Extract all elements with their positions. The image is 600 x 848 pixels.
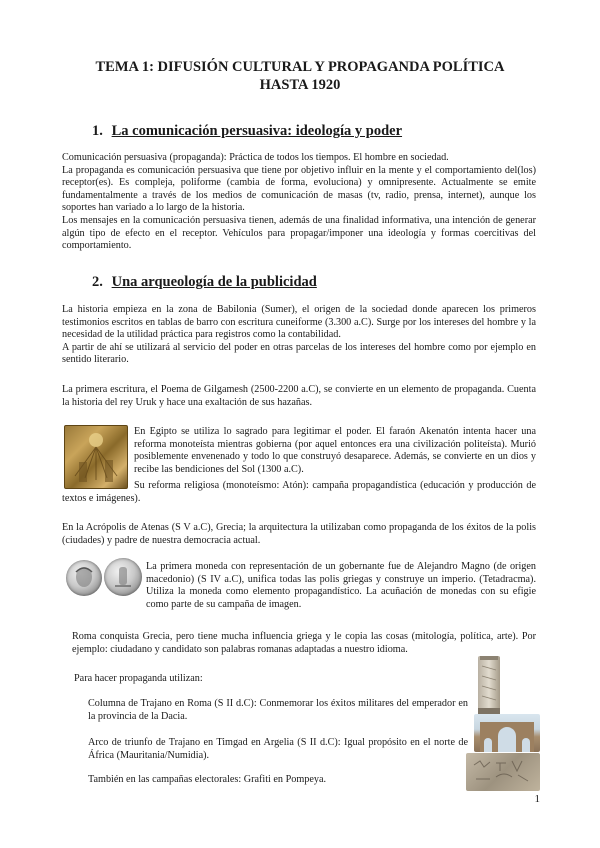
egypt-paragraph: [134, 426, 536, 476]
list-item-pompeii-graffiti: [88, 774, 468, 787]
coin-image-reverse: [104, 558, 142, 596]
trajan-column-image: [478, 656, 500, 716]
section-1-paragraph-3: Los mensajes en la comunicación persuasiva tienen, además de una finalidad informativa, una intención de generar algún tipo de efecto en el receptor. Vehículos para propagar/imponer una ideología y formas coercitivas del comportamiento.: [62, 214, 536, 252]
section-2-heading: [92, 273, 317, 291]
list-item-trajan-column: [88, 698, 468, 723]
trajan-column-text: Columna de Trajano en Roma (S II d.C): Conmemorar los éxitos militares del emperador en la provincia de la Dacia.: [88, 698, 468, 722]
section-2-intro: [62, 304, 536, 367]
timgad-arch-text: Arco de triunfo de Trajano en Timgad en Argelia (S II d.C): Igual propósito en el norte de África (Mauritania/Numidia).: [88, 737, 468, 761]
section-2-title: Una arqueología de la publicidad: [111, 274, 317, 290]
graffiti-icon: [466, 753, 540, 791]
page-number: 1: [534, 793, 540, 805]
document-title: [60, 58, 540, 94]
egypt-relief-icon: [65, 426, 127, 488]
propaganda-intro-text: Para hacer propaganda utilizan:: [74, 673, 203, 684]
title-line-2: HASTA 1920: [259, 77, 341, 93]
section-2-number: 2.: [92, 274, 103, 290]
section-2-paragraph-2: A partir de ahí se utilizará al servicio del poder en otras parcelas de los intereses del hombre como por ejemplo en sentido literario.: [62, 341, 536, 366]
column-icon: [478, 656, 500, 716]
list-item-timgad-arch: [88, 737, 468, 762]
athens-paragraph: [62, 522, 536, 547]
egypt-text-2: Su reforma religiosa (monoteísmo: Atón): campaña propagandística (educación y producción de textos e imágenes).: [62, 480, 536, 504]
rome-paragraph: [72, 631, 536, 656]
athens-text: En la Acrópolis de Atenas (S V a.C), Grecia; la arquitectura la utilizaban como propaganda de los éxitos de la polis (ciudades) y padre de nuestra democracia actual.: [62, 522, 536, 546]
section-1-heading: [92, 122, 402, 140]
coin-image-obverse: [66, 560, 102, 596]
gilgamesh-paragraph: [62, 384, 536, 409]
egypt-text-1: En Egipto se utiliza lo sagrado para legitimar el poder. El faraón Akenatón intenta hacer una reforma monoteísta mientras gobierna (por aquel entonces era una civilización politeísta). Murió posiblemente envenenado y todo lo que construyó desaparece. Además, se convierte en un dios y recibe las bendiciones del Sol (1300 a.C).: [134, 426, 536, 475]
coin-paragraph: [146, 561, 536, 611]
section-1-title: La comunicación persuasiva: ideología y poder: [111, 123, 403, 139]
coin-text: La primera moneda con representación de un gobernante fue de Alejandro Magno (de origen macedonio) (S IV a.C), unifica todas las polis griegas y construye un imperio. (Tetadracma). Utiliza la moneda como elemento propagandístico. La acuñación de monedas con su efigie como parte de su campaña de imagen.: [146, 561, 536, 610]
section-1-paragraph-2: La propaganda es comunicación persuasiva que tiene por objetivo influir en la mente y el comportamiento del(los) receptor(es). Es compleja, poliforme (cambia de forma, evoluciona) y omnipresente. Actualmente se emite fundamentalmente a través de los medios de comunicación de masas (tv, radio, prensa, internet), aunque los soportes han variado a lo largo de la historia.: [62, 164, 536, 214]
arch-icon: [474, 714, 540, 752]
section-1-paragraph-1: Comunicación persuasiva (propaganda): Práctica de todos los tiempos. El hombre en sociedad.: [62, 152, 449, 163]
section-1-number: 1.: [92, 123, 103, 139]
coin-head-icon: [66, 560, 102, 596]
title-line-1: TEMA 1: DIFUSIÓN CULTURAL Y PROPAGANDA POLÍTICA: [95, 59, 505, 75]
section-2-paragraph-1: La historia empieza en la zona de Babilonia (Sumer), el origen de la sociedad donde aparecen los primeros testimonios escritos en tablas de barro con escritura cuneiforme (3.300 a.C). Surge por los intereses del hombre y la necesidad de la utilidad práctica para registros como la contabilidad.: [62, 304, 536, 341]
pompeii-graffiti-image: [466, 753, 540, 791]
propaganda-intro: [74, 673, 374, 686]
egypt-reform-paragraph: [62, 480, 536, 505]
pompeii-graffiti-text: También en las campañas electorales: Grafiti en Pompeya.: [88, 774, 327, 785]
gilgamesh-text: La primera escritura, el Poema de Gilgamesh (2500-2200 a.C), se convierte en un elemento de propaganda. Cuenta la historia del rey Uruk y hace una exaltación de sus hazañas.: [62, 384, 536, 408]
timgad-arch-image: [474, 714, 540, 752]
coin-figure-icon: [104, 558, 142, 596]
section-1-body: [62, 152, 536, 253]
rome-text: Roma conquista Grecia, pero tiene mucha influencia griega y le copia las cosas (mitología, política, arte). Por ejemplo: ciudadano y candidato son palabras romanas adaptadas a nuestro idioma.: [72, 631, 536, 655]
